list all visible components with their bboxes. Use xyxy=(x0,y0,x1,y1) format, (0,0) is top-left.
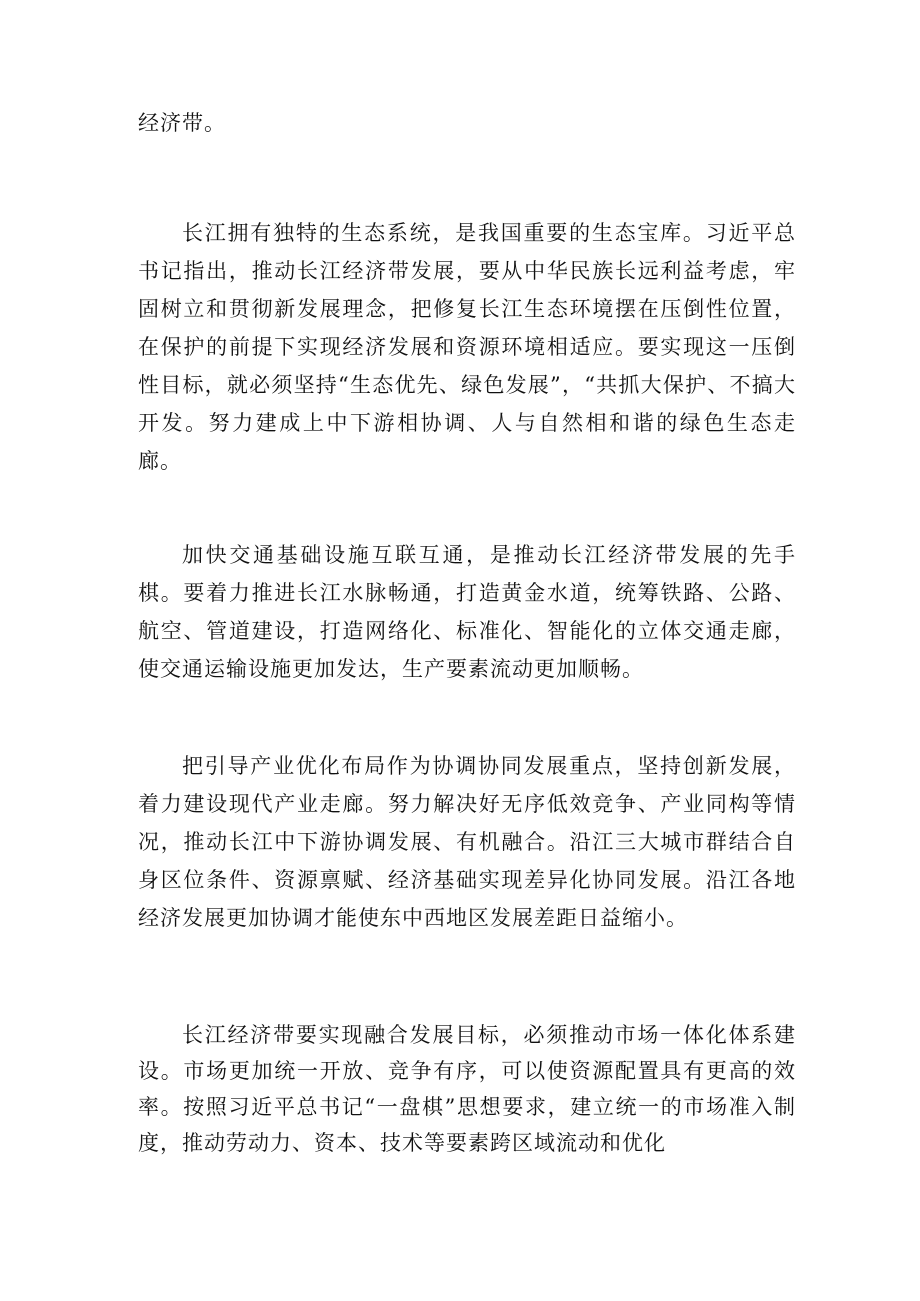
paragraph-industry: 把引导产业优化布局作为协调协同发展重点，坚持创新发展，着力建设现代产业走廊。努力解决好无序低效竞争、产业同构等情况，推动长江中下游协调发展、有机融合。沿江三大城市群结合自身区位条件、资源禀赋、经济基础实现差异化协同发展。沿江各地经济发展更加协调才能使东中西地区发展差距日益缩小。 xyxy=(138,754,796,930)
paragraph-continuation: 经济带。 xyxy=(138,111,226,135)
paragraph-ecology: 长江拥有独特的生态系统，是我国重要的生态宝库。习近平总书记指出，推动长江经济带发展，要从中华民族长远利益考虑，牢固树立和贯彻新发展理念，把修复长江生态环境摆在压倒性位置，在保护的前提下实现经济发展和资源环境相适应。要实现这一压倒性目标，就必须坚持“生态优先、绿色发展”，“共抓大保护、不搞大开发。努力建成上中下游相协调、人与自然相和谐的绿色生态走廊。 xyxy=(138,221,796,473)
paragraph-market: 长江经济带要实现融合发展目标，必须推动市场一体化体系建设。市场更加统一开放、竞争有序，可以使资源配置具有更高的效率。按照习近平总书记“一盘棋”思想要求，建立统一的市场准入制度，推动劳动力、资本、技术等要素跨区域流动和优化 xyxy=(138,1023,796,1155)
paragraph-transport: 加快交通基础设施互联互通，是推动长江经济带发展的先手棋。要着力推进长江水脉畅通，打造黄金水道，统筹铁路、公路、航空、管道建设，打造网络化、标准化、智能化的立体交通走廊，使交通运输设施更加发达，生产要素流动更加顺畅。 xyxy=(138,543,796,681)
